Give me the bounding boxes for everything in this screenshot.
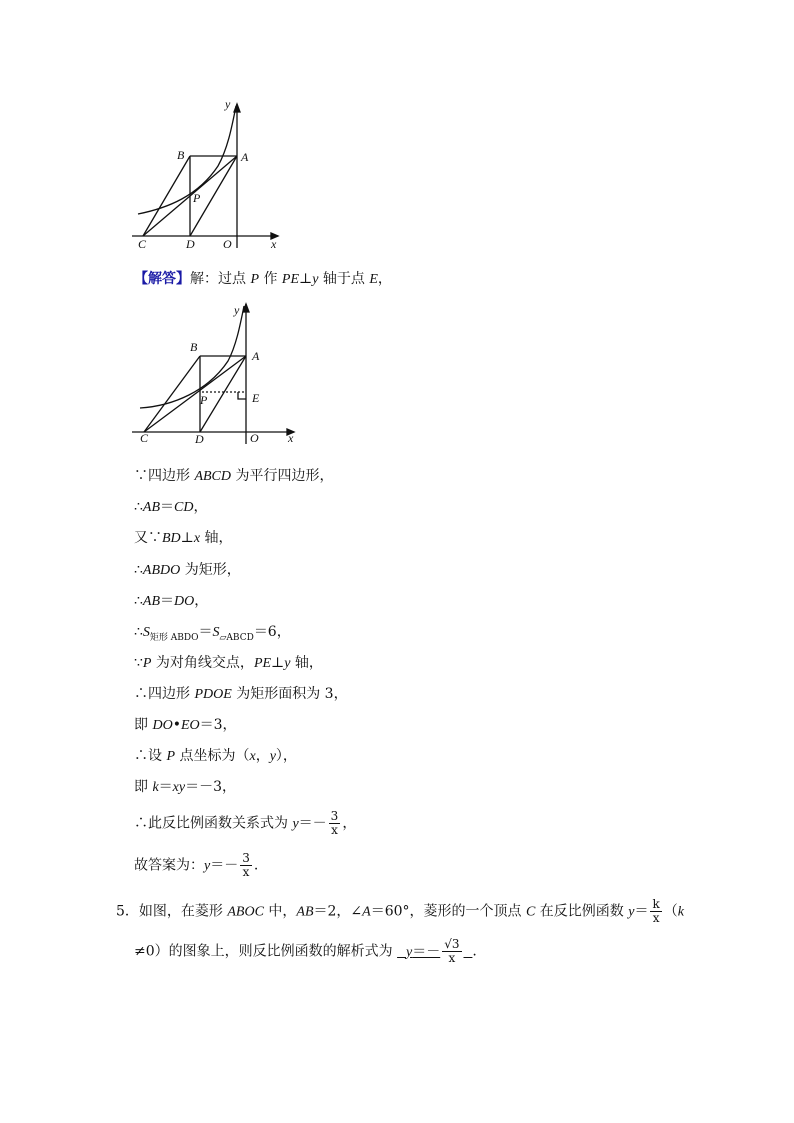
- label-C: C: [140, 431, 149, 445]
- solution-step: ∵四边形 ABCD 为平行四边形，: [134, 468, 334, 484]
- solution-tag: 【解答】: [134, 271, 190, 287]
- solution-step: 即 DO•EO＝3，: [134, 717, 237, 733]
- solution-step: 即 k＝xy＝－3，: [134, 779, 237, 795]
- label-E: E: [252, 391, 260, 405]
- solution-step: ∴四边形 PDOE 为矩形面积为 3，: [134, 686, 348, 702]
- solution-step: ∵P 为对角线交点，PE⊥y 轴，: [134, 655, 323, 671]
- label-O: O: [223, 237, 232, 251]
- solution-answer-line: 故答案为：y＝－ $\frac{3}{x}$ .: [134, 851, 259, 879]
- label-C: C: [138, 237, 147, 251]
- solution-step: ∴AB＝DO，: [134, 593, 209, 609]
- label-D: D: [195, 432, 204, 446]
- fraction: $\frac{√3}{x}$: [444, 937, 460, 965]
- solution-step: ∴AB＝CD，: [134, 499, 208, 515]
- label-y: y: [225, 97, 231, 111]
- answer-blank: y＝－ $\frac{√3}{x}$: [406, 937, 460, 965]
- question-number: 5．: [116, 903, 139, 920]
- right-angle-mark: [238, 392, 246, 399]
- label-B: B: [190, 340, 198, 354]
- hyperbola-curve: [140, 306, 244, 408]
- solution-step: ∴ABDO 为矩形，: [134, 562, 241, 578]
- label-x: x: [271, 237, 277, 251]
- label-O: O: [250, 431, 259, 445]
- question-5-line-2: ≠0）的图象上，则反比例函数的解析式为 y＝－ $\frac{√3}{x}$ .: [134, 937, 477, 965]
- segment-CB: [143, 156, 190, 236]
- label-x: x: [288, 431, 294, 445]
- figure-2: [128, 296, 304, 448]
- label-B: B: [177, 148, 185, 162]
- diagonal-CA: [144, 356, 246, 432]
- solution-area-line: $\therefore S_{矩形 ABDO}=S_{▱ABCD}=6$，: [134, 624, 291, 643]
- solution-step: ∴设 P 点坐标为（x，y），: [134, 748, 297, 764]
- question-5-line-1: 5．如图，在菱形 ABOC 中，AB＝2，∠A＝60°，菱形的一个顶点 C 在反比例函数 y＝ $\frac{k}{x}$ （k: [116, 897, 684, 925]
- label-A: A: [241, 150, 249, 164]
- label-P: P: [193, 191, 201, 205]
- figure-1: [128, 96, 288, 252]
- fraction: $\frac{3}{x}$: [242, 851, 250, 879]
- label-y: y: [234, 303, 240, 317]
- label-D: D: [186, 237, 195, 251]
- label-P: P: [200, 393, 208, 407]
- label-A: A: [252, 349, 260, 363]
- fraction: $\frac{k}{x}$: [652, 897, 660, 925]
- solution-function-line: ∴此反比例函数关系式为 y＝－ $\frac{3}{x}$ ，: [134, 809, 357, 837]
- fraction: $\frac{3}{x}$: [330, 809, 339, 837]
- solution-intro: 【解答】解：过点 P 作 PE⊥y 轴于点 E，: [134, 271, 392, 287]
- solution-step: 又∵BD⊥x 轴，: [134, 530, 233, 546]
